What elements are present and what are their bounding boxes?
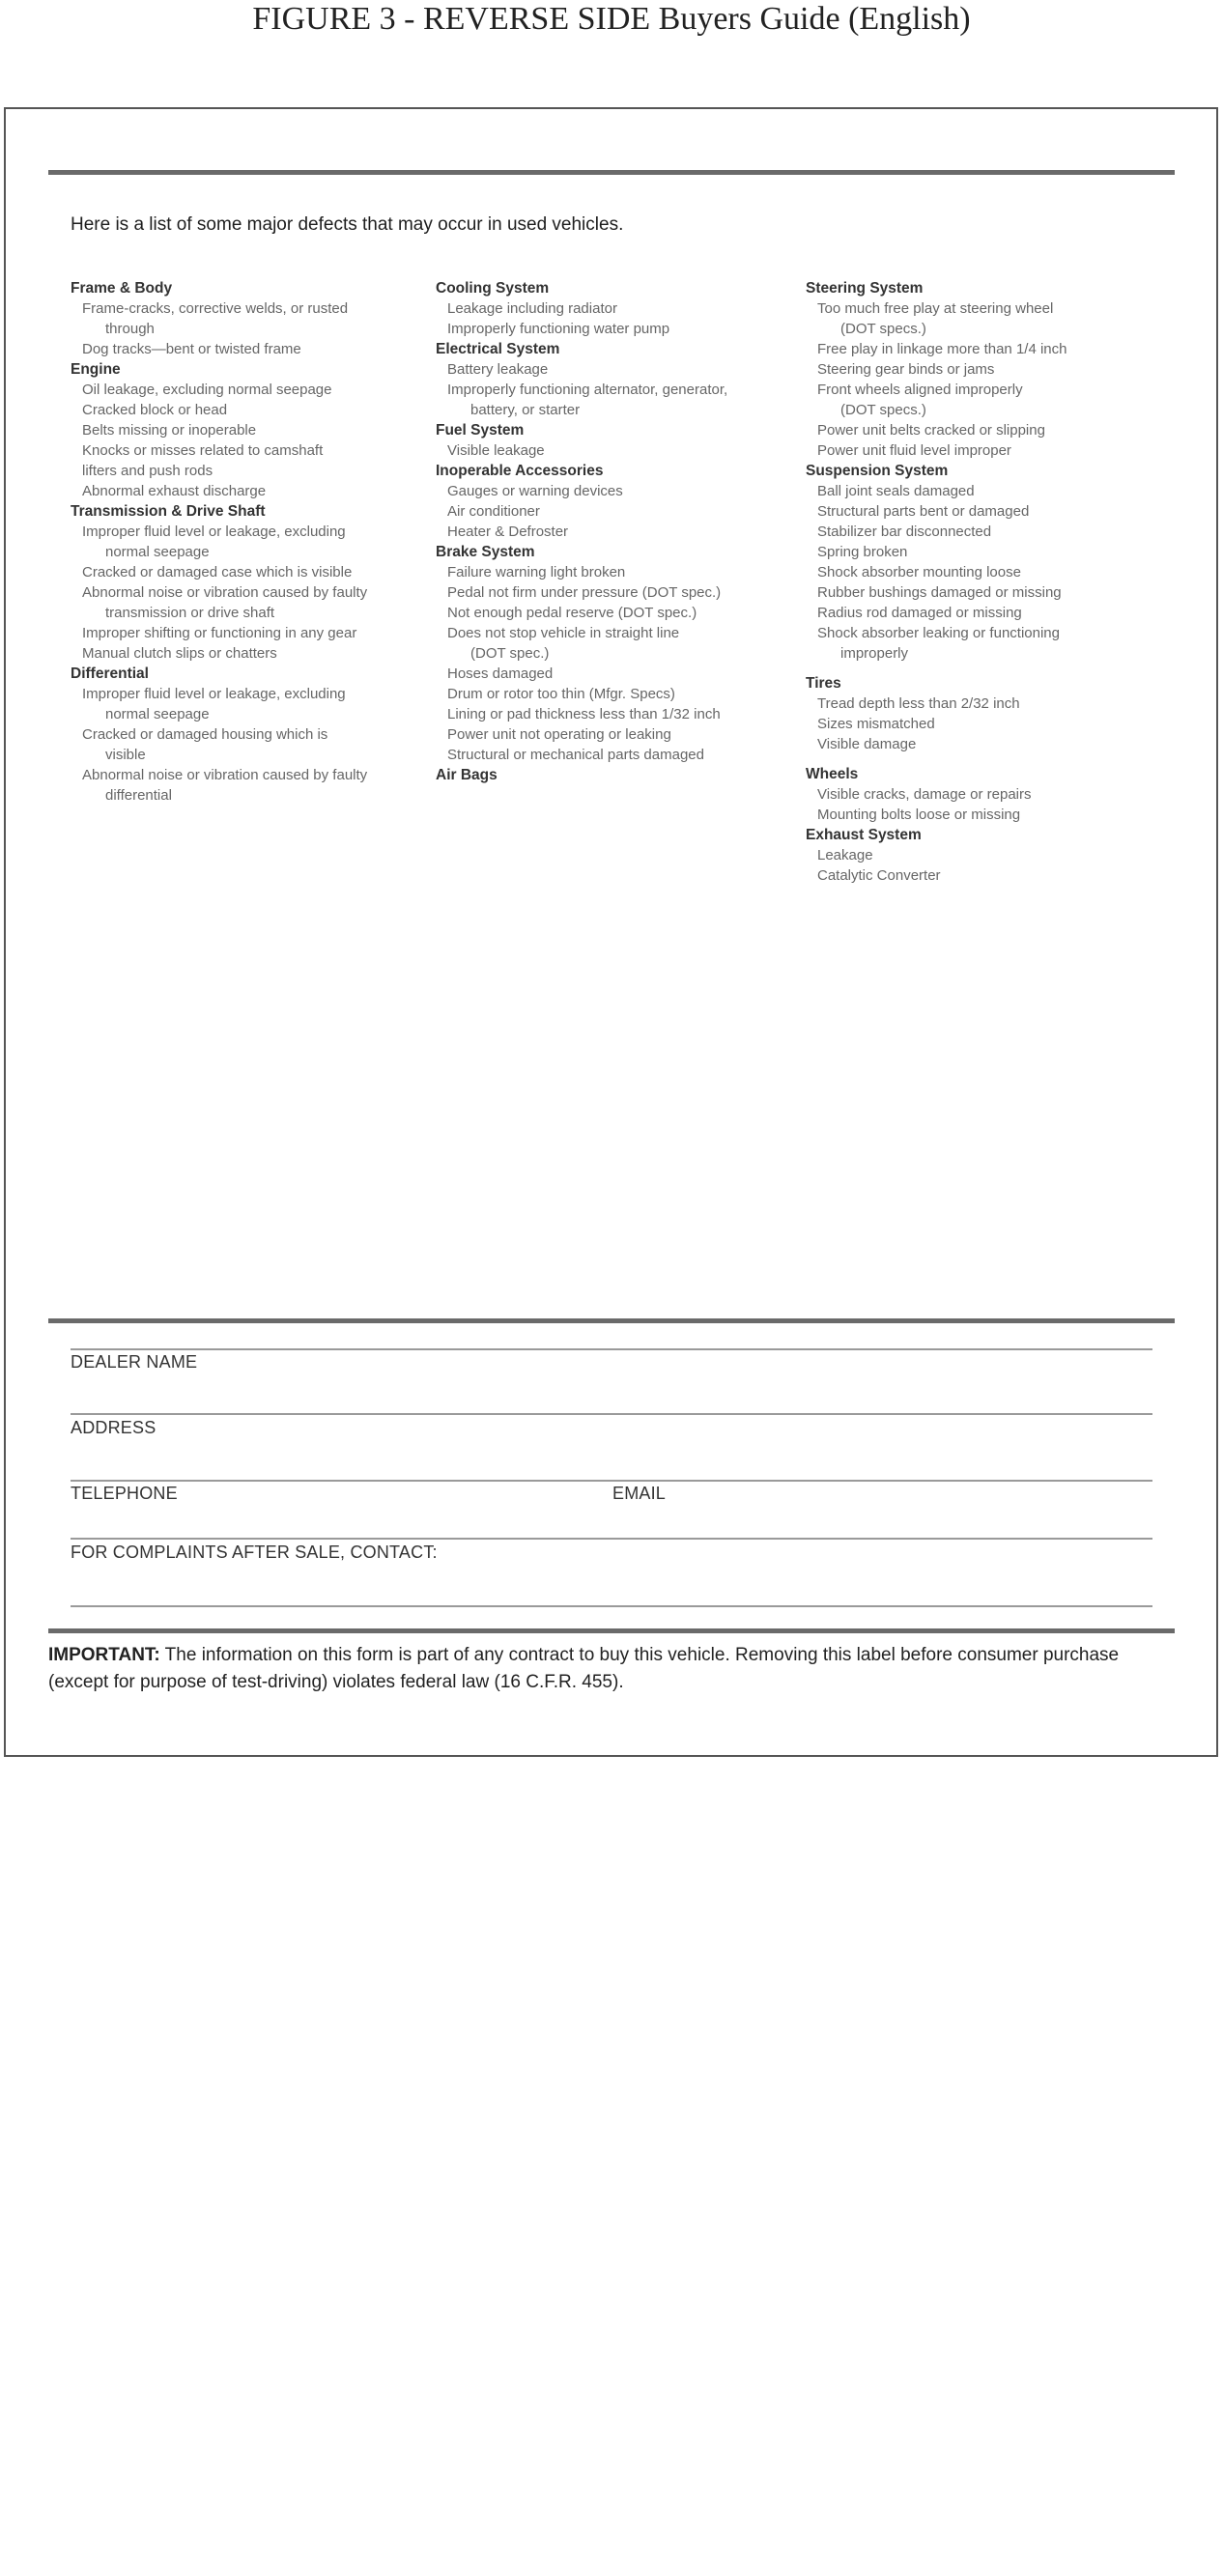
defect-item: transmission or drive shaft: [105, 605, 275, 621]
defects-column-3: [806, 278, 1192, 886]
defect-item: (DOT specs.): [840, 321, 926, 337]
section-heading: Cooling System: [436, 280, 550, 297]
defect-item: normal seepage: [105, 544, 210, 560]
defect-item: Heater & Defroster: [447, 524, 569, 540]
defect-item: Abnormal noise or vibration caused by faulty: [82, 584, 368, 601]
defect-item: Front wheels aligned improperly: [817, 382, 1023, 398]
defect-item: Sizes mismatched: [817, 716, 935, 732]
section-heading: Steering System: [806, 280, 924, 297]
email-label: EMAIL: [612, 1484, 667, 1503]
important-notice: [48, 1642, 1169, 1696]
address-rule: [71, 1413, 1152, 1415]
defect-item: Visible leakage: [447, 442, 545, 459]
defect-item: Catalytic Converter: [817, 867, 941, 884]
dealer-name-label: DEALER NAME: [71, 1352, 198, 1372]
defect-item: Ball joint seals damaged: [817, 483, 975, 499]
defect-item: Drum or rotor too thin (Mfgr. Specs): [447, 686, 675, 702]
defect-item: Steering gear binds or jams: [817, 361, 995, 378]
defect-item: Structural or mechanical parts damaged: [447, 747, 704, 763]
defect-item: Power unit belts cracked or slipping: [817, 422, 1045, 439]
complaints-rule: [71, 1538, 1152, 1540]
section-heading: Engine: [71, 361, 121, 378]
defect-item: Belts missing or inoperable: [82, 422, 257, 439]
defect-item: Improper fluid level or leakage, excluding: [82, 686, 346, 702]
defect-item: Cracked block or head: [82, 402, 228, 418]
defect-item: Power unit not operating or leaking: [447, 726, 671, 743]
defect-item: Spring broken: [817, 544, 908, 560]
defect-item: Lining or pad thickness less than 1/32 inch: [447, 706, 721, 722]
defect-item: battery, or starter: [470, 402, 581, 418]
defect-item: Frame-cracks, corrective welds, or rusted: [82, 300, 349, 317]
defect-item: Dog tracks—bent or twisted frame: [82, 341, 301, 357]
defect-item: Oil leakage, excluding normal seepage: [82, 382, 332, 398]
defect-item: Hoses damaged: [447, 665, 554, 682]
defect-item: (DOT specs.): [840, 402, 926, 418]
defect-item: Manual clutch slips or chatters: [82, 645, 277, 662]
defect-item: Leakage including radiator: [447, 300, 617, 317]
defect-item: Does not stop vehicle in straight line: [447, 625, 680, 641]
top-rule: [48, 170, 1175, 175]
section-heading: Suspension System: [806, 463, 949, 479]
defect-item: (DOT spec.): [470, 645, 550, 662]
important-text: The information on this form is part of any contract to buy this vehicle. Removing this label before consumer purchase (except for purpose of test-driving) violates federal law (16 C.F.R. 455).: [48, 1645, 1120, 1692]
defect-item: Knocks or misses related to camshaft: [82, 442, 324, 459]
telephone-label: TELEPHONE: [71, 1484, 178, 1503]
defect-item: improperly: [840, 645, 909, 662]
defect-item: visible: [105, 747, 146, 763]
dealer-name-rule: [71, 1348, 1152, 1350]
defect-item: Stabilizer bar disconnected: [817, 524, 992, 540]
defect-item: Cracked or damaged housing which is: [82, 726, 328, 743]
contact-rule: [71, 1605, 1152, 1607]
defect-item: Mounting bolts loose or missing: [817, 807, 1021, 823]
section-heading: Inoperable Accessories: [436, 463, 604, 479]
defect-item: Abnormal exhaust discharge: [82, 483, 267, 499]
defect-item: Not enough pedal reserve (DOT spec.): [447, 605, 697, 621]
address-label: ADDRESS: [71, 1418, 156, 1437]
section-heading: Electrical System: [436, 341, 560, 357]
figure-title: FIGURE 3 - REVERSE SIDE Buyers Guide (English): [252, 1, 971, 37]
defect-item: Free play in linkage more than 1/4 inch: [817, 341, 1067, 357]
intro-text: Here is a list of some major defects that may occur in used vehicles.: [71, 214, 624, 235]
defect-item: Visible damage: [817, 736, 917, 752]
section-heading: Differential: [71, 665, 149, 682]
defect-item: Gauges or warning devices: [447, 483, 623, 499]
important-label: IMPORTANT:: [48, 1645, 160, 1665]
section-heading: Transmission & Drive Shaft: [71, 503, 266, 520]
defect-item: normal seepage: [105, 706, 210, 722]
section-heading: Brake System: [436, 544, 535, 560]
section-heading: Wheels: [806, 766, 859, 782]
defect-item: Power unit fluid level improper: [817, 442, 1011, 459]
defect-item: Too much free play at steering wheel: [817, 300, 1054, 317]
defect-item: Rubber bushings damaged or missing: [817, 584, 1062, 601]
defect-item: differential: [105, 787, 172, 804]
defect-item: Abnormal noise or vibration caused by faulty: [82, 767, 368, 783]
defects-column-2: [436, 278, 793, 785]
section-heading: Frame & Body: [71, 280, 173, 297]
defect-item: Failure warning light broken: [447, 564, 626, 580]
section-heading: Fuel System: [436, 422, 525, 439]
dealer-section-rule: [48, 1318, 1175, 1323]
defect-item: Improperly functioning water pump: [447, 321, 670, 337]
defect-item: Improper shifting or functioning in any gear: [82, 625, 357, 641]
defect-item: Radius rod damaged or missing: [817, 605, 1022, 621]
defect-item: Shock absorber mounting loose: [817, 564, 1021, 580]
defect-item: Tread depth less than 2/32 inch: [817, 695, 1020, 712]
defect-item: lifters and push rods: [82, 463, 213, 479]
section-heading: Exhaust System: [806, 827, 922, 843]
bottom-rule: [48, 1628, 1175, 1633]
complaints-label: FOR COMPLAINTS AFTER SALE, CONTACT:: [71, 1543, 438, 1562]
defect-item: Improper fluid level or leakage, excluding: [82, 524, 346, 540]
defect-item: Battery leakage: [447, 361, 549, 378]
defect-item: Improperly functioning alternator, generator,: [447, 382, 728, 398]
defects-column-1: [71, 278, 428, 806]
defect-item: Pedal not firm under pressure (DOT spec.): [447, 584, 722, 601]
defect-item: Leakage: [817, 847, 873, 863]
section-heading: Tires: [806, 675, 841, 692]
defect-item: Shock absorber leaking or functioning: [817, 625, 1060, 641]
telephone-rule: [71, 1480, 1152, 1482]
section-heading: Air Bags: [436, 767, 498, 783]
defect-item: Visible cracks, damage or repairs: [817, 786, 1032, 803]
defect-item: Structural parts bent or damaged: [817, 503, 1030, 520]
defect-item: through: [105, 321, 155, 337]
defect-item: Air conditioner: [447, 503, 540, 520]
defect-item: Cracked or damaged case which is visible: [82, 564, 353, 580]
